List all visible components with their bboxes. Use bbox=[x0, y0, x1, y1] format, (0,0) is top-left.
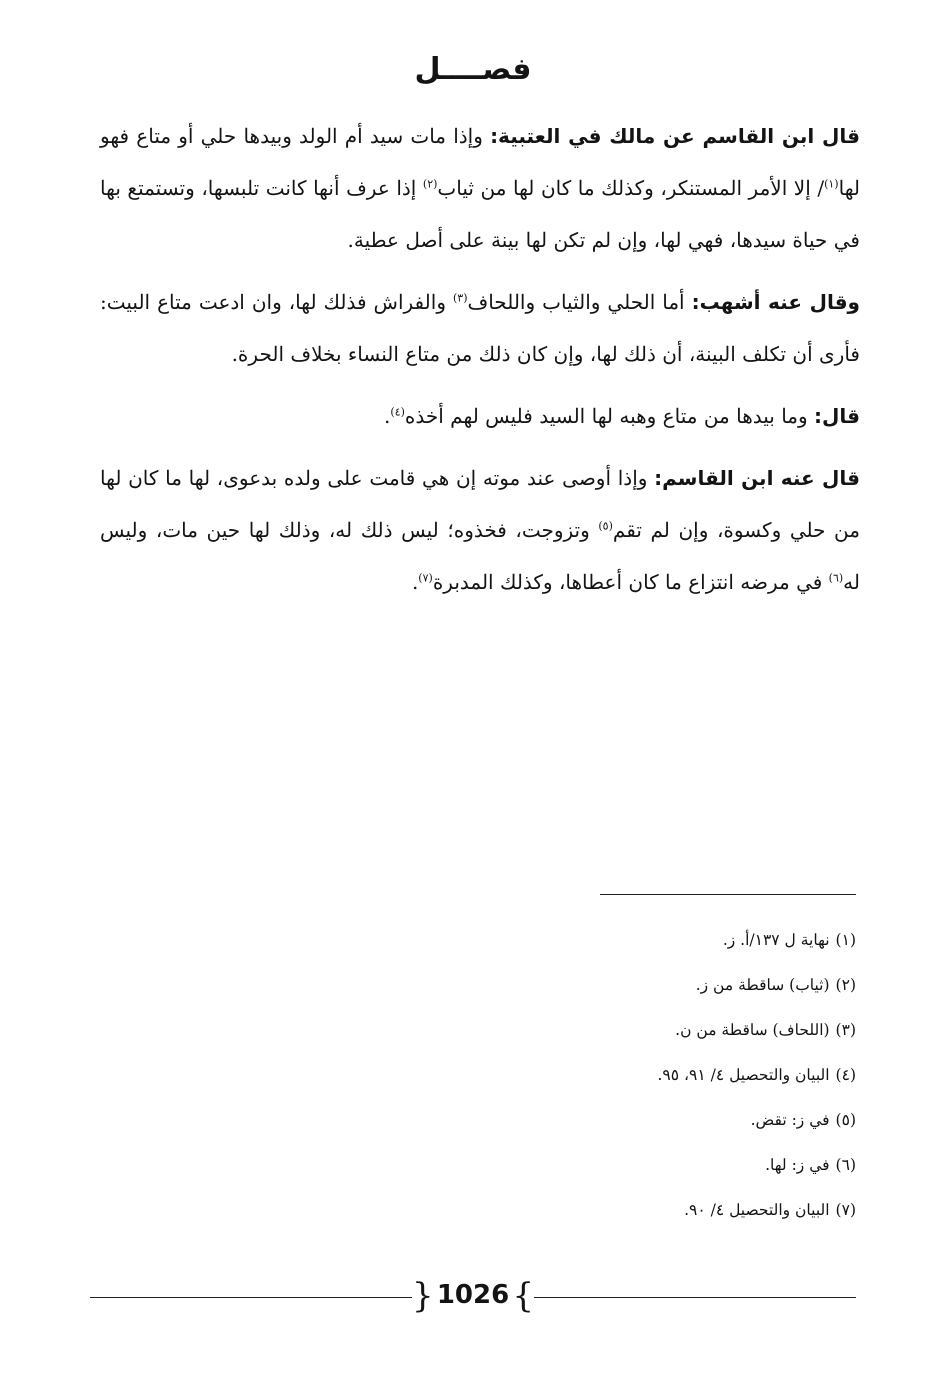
footnote-number: (١) bbox=[835, 931, 856, 949]
footnote-separator bbox=[600, 894, 856, 895]
paragraph-lead: وقال عنه أشهب: bbox=[691, 290, 860, 314]
footer-rule-left bbox=[90, 1297, 412, 1298]
paragraph-lead: قال ابن القاسم عن مالك في العتبية: bbox=[490, 124, 860, 148]
paragraph-lead: قال: bbox=[814, 404, 860, 428]
footnote-text: البيان والتحصيل ٤/ ٩٠. bbox=[684, 1201, 830, 1219]
footnote-item bbox=[456, 918, 856, 963]
page-number: 1026 bbox=[436, 1280, 510, 1310]
paragraph-text: أما الحلي والثياب واللحاف bbox=[467, 290, 692, 314]
footnotes bbox=[456, 918, 856, 1233]
footnote-item bbox=[456, 1008, 856, 1053]
paragraph-4 bbox=[100, 452, 860, 608]
paragraph-text: وما بيدها من متاع وهبه لها السيد فليس لهم أخذه bbox=[404, 404, 815, 428]
section-title: فصــــل bbox=[414, 52, 532, 87]
paragraph-text: وتزوجت، فخذوه؛ ليس ذلك له، وذلك لها حين مات، وليس له bbox=[100, 518, 860, 594]
footnote-item bbox=[456, 1098, 856, 1143]
footnote-number: (٥) bbox=[835, 1111, 856, 1129]
main-text bbox=[100, 110, 860, 618]
footnote-text: نهاية ل ١٣٧/أ. ز. bbox=[722, 931, 830, 949]
page-footer bbox=[90, 1276, 856, 1318]
footnote-ref: (٦) bbox=[828, 571, 844, 585]
left-brace-ornament: { bbox=[412, 1276, 434, 1316]
paragraph-lead: قال عنه ابن القاسم: bbox=[654, 466, 860, 490]
footnote-text: (اللحاف) ساقطة من ن. bbox=[675, 1021, 830, 1039]
footnote-text: البيان والتحصيل ٤/ ٩١، ٩٥. bbox=[657, 1066, 830, 1084]
footnote-text: (ثياب) ساقطة من ز. bbox=[695, 976, 830, 994]
footnote-ref: (٥) bbox=[598, 519, 613, 533]
paragraph-text: في مرضه انتزاع ما كان أعطاها، وكذلك المدبرة bbox=[432, 570, 829, 594]
footnote-number: (٧) bbox=[835, 1201, 856, 1219]
paragraph-text: . bbox=[411, 570, 419, 594]
paragraph-text: والفراش فذلك لها، وان ادعت متاع البيت: فأرى أن تكلف البينة، أن ذلك لها، وإن كان ذلك من متاع النساء بخلاف الحرة. bbox=[100, 290, 860, 366]
paragraph-text: وإذا أوصى عند موته إن هي قامت على ولده بدعوى، لها ما كان لها من حلي وكسوة، وإن لم تقم bbox=[100, 466, 860, 542]
footnote-item bbox=[456, 1188, 856, 1233]
paragraph-2 bbox=[100, 276, 860, 380]
footnote-number: (٣) bbox=[835, 1021, 856, 1039]
footer-rule-right bbox=[534, 1297, 856, 1298]
footnote-number: (٤) bbox=[835, 1066, 856, 1084]
footnote-number: (٢) bbox=[835, 976, 856, 994]
footnote-item bbox=[456, 963, 856, 1008]
paragraph-text: / إلا الأمر المستنكر، وكذلك ما كان لها من ثياب bbox=[437, 176, 825, 200]
footnote-ref: (١) bbox=[824, 177, 839, 191]
paragraph-text: وإذا مات سيد أم الولد وبيدها حلي أو متاع فهو لها bbox=[100, 124, 860, 200]
footnote-ref: (٧) bbox=[418, 571, 433, 585]
paragraph-1 bbox=[100, 110, 860, 266]
right-brace-ornament: } bbox=[512, 1276, 534, 1316]
footnote-ref: (٣) bbox=[452, 291, 468, 305]
paragraph-text: إذا عرف أنها كانت تلبسها، وتستمتع بها في حياة سيدها، فهي لها، وإن لم تكن لها بينة على أصل عطية. bbox=[100, 176, 860, 252]
paragraph-3 bbox=[100, 390, 860, 442]
footnote-number: (٦) bbox=[835, 1156, 856, 1174]
footnote-ref: (٢) bbox=[422, 177, 438, 191]
paragraph-text: . bbox=[384, 404, 391, 428]
footnote-item bbox=[456, 1053, 856, 1098]
footnote-text: في ز: لها. bbox=[765, 1156, 830, 1174]
footnote-ref: (٤) bbox=[390, 405, 405, 419]
footnote-text: في ز: تقض. bbox=[750, 1111, 830, 1129]
footnote-item bbox=[456, 1143, 856, 1188]
